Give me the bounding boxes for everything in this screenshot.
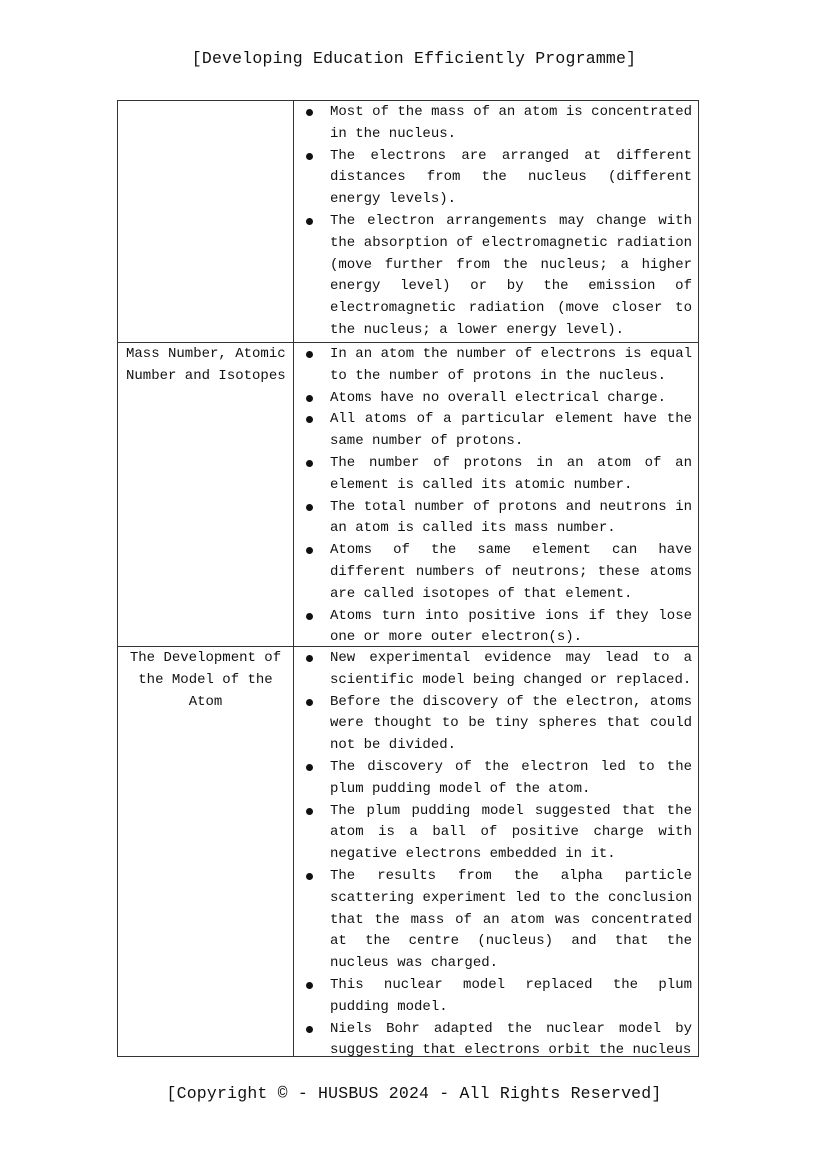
bullet-item: The total number of protons and neutrons in an atom is called its mass number.: [294, 497, 692, 541]
bullet-item: The plum pudding model suggested that the atom is a ball of positive charge with negative electrons embedded in it.: [294, 801, 692, 866]
topic-cell: Mass Number, Atomic Number and Isotopes: [118, 343, 294, 646]
bullet-item: This nuclear model replaced the plum pudding model.: [294, 975, 692, 1019]
bullet-item: New experimental evidence may lead to a scientific model being changed or replaced.: [294, 648, 692, 692]
bullet-item: All atoms of a particular element have the same number of protons.: [294, 409, 692, 453]
bullet-item: The electron arrangements may change with the absorption of electromagnetic radiation (move further from the nucleus; a higher energy level) or by the emission of electromagnetic radiation (move closer to the nucleus; a lower energy level).: [294, 211, 692, 342]
bullets-cell: [294, 343, 698, 646]
table-row: [118, 101, 698, 342]
bullet-item: In an atom the number of electrons is equal to the number of protons in the nucleus.: [294, 344, 692, 388]
bullet-item: Before the discovery of the electron, atoms were thought to be tiny spheres that could not be divided.: [294, 692, 692, 757]
bullet-item: Atoms have no overall electrical charge.: [294, 388, 692, 410]
bullet-item: The results from the alpha particle scattering experiment led to the conclusion that the mass of an atom was concentrated at the centre (nucleus) and that the nucleus was charged.: [294, 866, 692, 975]
bullets-cell: [294, 647, 698, 1057]
topic-cell: The Development of the Model of the Atom: [118, 647, 294, 1057]
bullet-item: Atoms of the same element can have different numbers of neutrons; these atoms are called isotopes of that element.: [294, 540, 692, 605]
bullets-cell: [294, 101, 698, 342]
bullet-item: Most of the mass of an atom is concentrated in the nucleus.: [294, 102, 692, 146]
bullet-item: The discovery of the electron led to the plum pudding model of the atom.: [294, 757, 692, 801]
bullet-item: Atoms turn into positive ions if they lose one or more outer electron(s).: [294, 606, 692, 650]
page-footer: [Copyright © - HUSBUS 2024 - All Rights Reserved]: [166, 1084, 662, 1103]
topic-cell: [118, 101, 294, 342]
notes-table: [117, 100, 699, 1057]
bullet-item: The electrons are arranged at different distances from the nucleus (different energy levels).: [294, 146, 692, 211]
bullet-item: Niels Bohr adapted the nuclear model by suggesting that electrons orbit the nucleus: [294, 1019, 692, 1057]
table-row: [118, 646, 698, 1057]
page-header: [Developing Education Efficiently Programme]: [191, 49, 637, 68]
bullet-item: The number of protons in an atom of an element is called its atomic number.: [294, 453, 692, 497]
table-row: [118, 342, 698, 646]
